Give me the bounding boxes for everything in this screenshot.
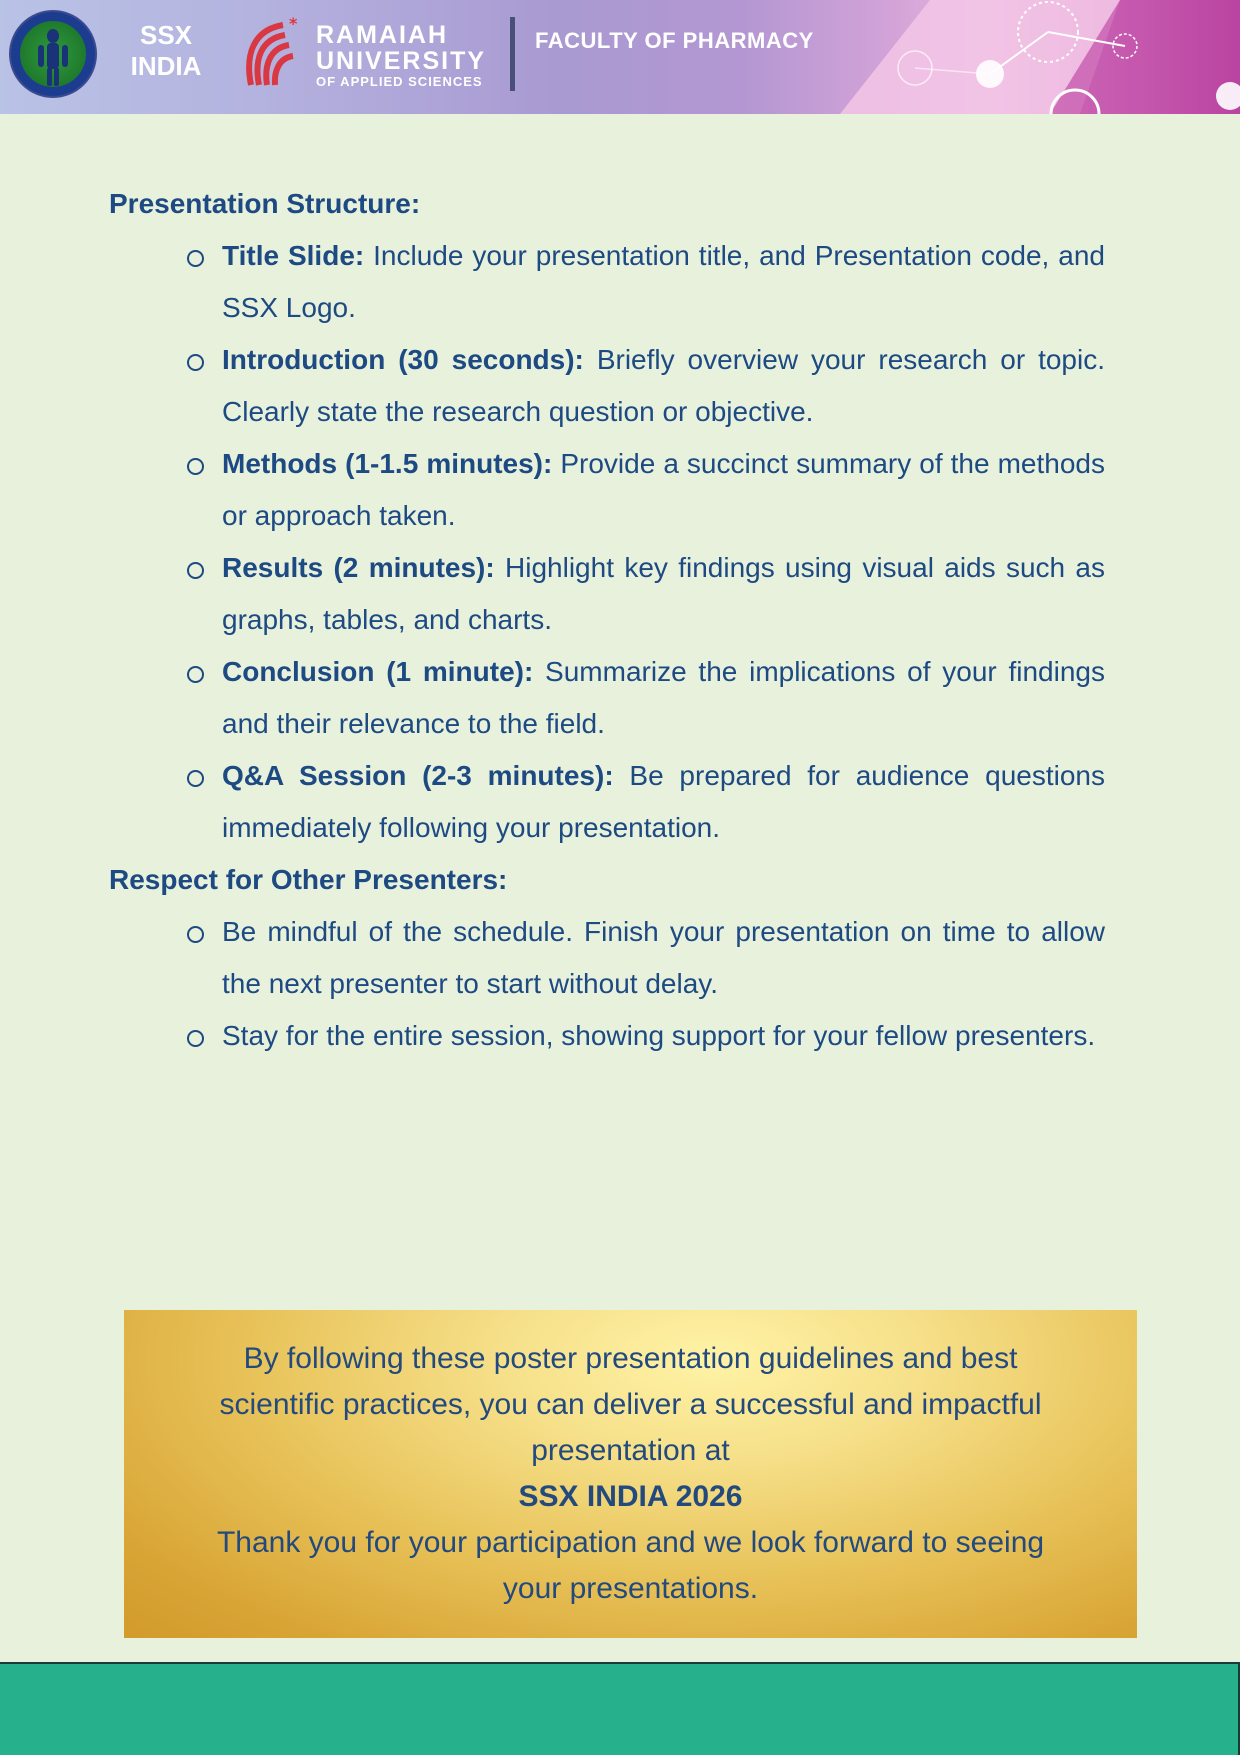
item-text: Provide a succinct summary of the methods or approach taken. (222, 448, 1105, 531)
header-divider (510, 17, 515, 91)
item-text: Be mindful of the schedule. Finish your presentation on time to allow the next presenter to start without delay. (222, 916, 1105, 999)
item-lead: Results (2 minutes): (222, 552, 495, 583)
respect-list (109, 906, 1105, 1062)
item-text: Summarize the implications of your findings and their relevance to the field. (222, 656, 1105, 739)
item-text: Highlight key findings using visual aids such as graphs, tables, and charts. (222, 552, 1105, 635)
university-name-line2: UNIVERSITY (316, 47, 487, 75)
closing-note-box (124, 1310, 1137, 1638)
list-item (109, 646, 1105, 750)
svg-text:*: * (289, 15, 298, 33)
item-lead: Conclusion (1 minute): (222, 656, 534, 687)
closing-note-thanks: Thank you for your participation and we look forward to seeing your presentations. (216, 1526, 1045, 1605)
footer-band (0, 1662, 1240, 1755)
item-text: Briefly overview your research or topic. Clearly state the research question or objective. (222, 344, 1105, 427)
list-item (109, 906, 1105, 1010)
list-item (109, 438, 1105, 542)
item-lead: Methods (1-1.5 minutes): (222, 448, 553, 479)
molecule-decoration (820, 0, 1240, 114)
ssx-india-logo (118, 20, 214, 82)
closing-note-intro: By following these poster presentation guidelines and best scientific practices, you can deliver a successful and impactful presentation at (219, 1342, 1042, 1467)
ssx-logo-line2: INDIA (130, 51, 202, 81)
university-name-line3: OF APPLIED SCIENCES (316, 74, 483, 89)
society-seal-logo (9, 10, 97, 98)
section-heading-structure: Presentation Structure: (109, 188, 421, 219)
ramaiah-university-logo (243, 15, 303, 90)
list-item (109, 542, 1105, 646)
list-item (109, 230, 1105, 334)
header-banner (0, 0, 1240, 114)
item-text: Be prepared for audience questions immediately following your presentation. (222, 760, 1105, 843)
ssx-logo-line1: SSX (139, 20, 193, 50)
structure-list (109, 230, 1105, 854)
item-text: Stay for the entire session, showing support for your fellow presenters. (222, 1020, 1096, 1051)
section-heading-respect: Respect for Other Presenters: (109, 864, 508, 895)
university-name-line1: RAMAIAH (316, 21, 449, 49)
list-item (109, 750, 1105, 854)
list-item (109, 334, 1105, 438)
guidelines-content (109, 178, 1105, 1062)
list-item (109, 1010, 1105, 1062)
faculty-name: FACULTY OF PHARMACY (535, 28, 814, 53)
item-lead: Title Slide: (222, 240, 365, 271)
event-name: SSX INDIA 2026 (518, 1480, 743, 1513)
item-text: Include your presentation title, and Presentation code, and SSX Logo. (222, 240, 1105, 323)
item-lead: Q&A Session (2-3 minutes): (222, 760, 614, 791)
item-lead: Introduction (30 seconds): (222, 344, 584, 375)
university-name (316, 22, 486, 90)
